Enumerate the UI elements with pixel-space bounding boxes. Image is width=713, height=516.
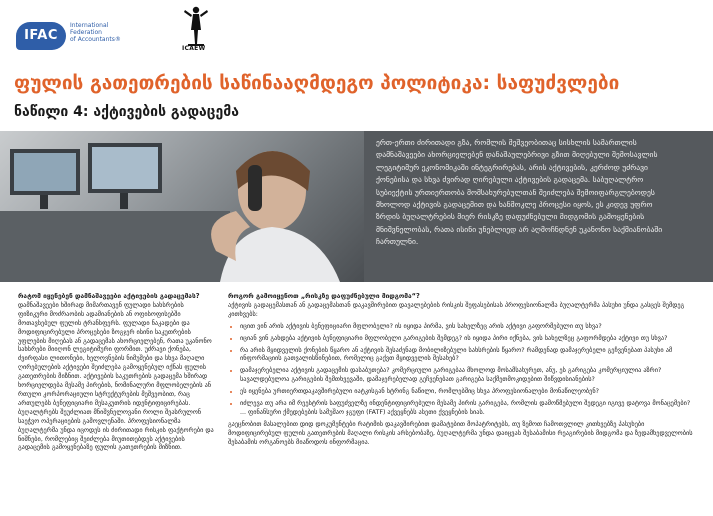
left-heading: რატომ იყენებენ დამნაშავეები აქტივების გადაცემას? xyxy=(18,292,200,300)
left-column xyxy=(18,292,214,455)
hero-intro-text: ერთ-ერთი ძირითადი გზა, რომლის მეშვეობითაც სისხლის სამართლის დამნაშავეები ახორციელებენ დანაშაულებრივი გზით მიღებული შემოსავლის ლეგიტიმურ ეკონომიკაში ინტეგრირებას, არის აქტივების, კერძოდ უძრავი ქონებისა და სხვა ძვირად ღირებული აქტივების გადაცემა. საბუღალტრო სუბიექტის ურთიერთობა მომსახურებულთან შეიძლება შემოიფარგლებოდეს მხოლოდ აქტივის გადაცემით და ხანმოკლე პროცესი იყოს, ეს კიდევ უფრო ზრდის ბუღალტრების მიერ რისკზე დაფუძნებული მიდგომის გამოყენების მნიშვნელობას, რათა ისინი უნებლიედ არ აღმოჩნდნენ უკანონო საქმიანობაში ჩართულნი. xyxy=(364,131,713,282)
ifac-line: International xyxy=(70,22,109,29)
hero-photo xyxy=(0,131,364,282)
ifac-logo: IFAC xyxy=(16,22,66,50)
right-column xyxy=(228,292,698,450)
left-body: დამნაშავეები ხშირად მიმართავენ ფულადი სახსრების ფიზიკური მოძრაობის ადამიანების ან ოფისოფისებში მოთავსებულ ფულის ტრანსფერს. ფულადი ნაკადები და მოდიფიცირებული პროცესები ზოგჯერ ისინი საკუთრების უფლების მიღებას ან გადაცემას ახორციელებენ, რათა უკანონო სახსრები მიიღონ ლეგიტიმური ფორმით. უძრავი ქონება, ძვირფასი ლითონები, ხელოვნების ნიმუშები და სხვა მაღალი ღირებულების აქტივები შეიძლება გამოყენებულ იქნას ფულის გათეთრების მიზნით. აქტივების საკუთრების გადაცემა ხშირად ხორციელდება მესამე პირების, ნომინალური მფლობელების ან რთული კორპორაციული სტრუქტურების მეშვეობით, რაც ართულებს ბენეფიციარი მესაკუთრის იდენტიფიცირებას. ბუღალტრებს შეუძლიათ მნიშვნელოვანი როლი შეასრულონ საეჭვო ოპერაციების გამოვლენაში. პროფესიონალმა ბუღალტერმა უნდა იცოდეს ის ძირითადი რისკის ფაქტორები და ნიშნები, რომლებიც შეიძლება მიუთითებდეს აქტივების გადაცემის გამოყენებაზე ფულის გათეთრების მიზნით. xyxy=(18,301,214,452)
list-item: • იციან ვინ გახდება აქტივის ბენეფიციარი მფლობელი გარიგების შემდეგ? ის იყიდა პირი იქნება, ვის სახელზეც გაფორმდება აქტივი თუ სხვა? xyxy=(240,335,698,344)
right-heading: როგორ გამოიყენოთ „რისკზე დაფუძნებული მიდგომა“? xyxy=(228,292,420,300)
page-subtitle: ნაწილი 4: აქტივების გადაცემა xyxy=(14,104,239,120)
right-closing: გაეცნობით მასალებით დიდ დოკუმენტები რატიმის დაკავშირებით დამატებით მოპატრიტებს, თუ ზემოთ ჩამოთვლილ კითხვებზე პასუხები მოდიფიცირებულ ფულის გათეთრების მაღალი რისკის არსებობაზე, ბუღალტერმა უნდა დაიცვას შესაბამისი რეაგირების მიდგომა და ზედამხედველობის შესაბამის ორგანოებს მიაწოდოს ინფორმაცია. xyxy=(228,420,693,446)
list-item: • იძლევა თუ არა იმ რეესტრის საფუძველზე ინდენტიფიცირებული მესამე პირის გარიგება, რომლის დამოწმებული შედეგი იგივე დატოვა მონაცემები? ... ფინანსური ქმედებების სამუშაო ჯგუფი (FATF) აქვეყნებს ასეთი ქვეყნების სიას. xyxy=(240,400,698,418)
office-worker-illustration xyxy=(0,131,364,282)
icaew-logo-text: ICAEW xyxy=(182,45,206,52)
risk-questions-list xyxy=(228,323,698,418)
list-item: • ეს იყენება ურთიერთდაკავშირებული იატკისგან სტრინგ ნაწილი, რომლებშიც სხვა პროფესიონალები მონაწილეობენ? xyxy=(240,388,698,397)
ifac-line: Federation xyxy=(70,29,102,36)
ifac-wordmark xyxy=(70,22,150,43)
page-title: ფულის გათეთრების საწინააღმდეგო პოლიტიკა: საფუძვლები xyxy=(14,72,620,94)
list-item: • დამაჯერებელია აქტივის გადაცემის დასაბუთება? კომერციული გარიგებაა მხოლოდ მოსამსახურეთ, ანუ, ეს გარიგება კომერციულია აზრი? სავალდებულოა გარიგების შემთხვევაში, დამაჯერებელად გეჩვენებათ გარიგება საქმეთმოკიდებით შიწვდისიანების? xyxy=(240,367,698,385)
list-item: • იცით ვინ არის აქტივის ბენეფიციარი მფლობელი? ის იყიდა პირმა, ვის სახელზეც არის აქტივი გაფორმებული თუ სხვა? xyxy=(240,323,698,332)
list-item: • რა არის მყიდველის ქონების წყარო ან აქტივის შესაძენად მობილიზებული სახსრების წყარო? რამდენად დამაჯერებელი გეჩვენებათ პასუხი ამ ინფორმაციის გათვალისწინებით, რომელიც გაქვთ მყიდველის შესახებ? xyxy=(240,347,698,365)
hero-banner xyxy=(0,131,713,282)
ifac-line: of Accountants® xyxy=(70,36,121,43)
right-intro: აქტივის გადაცემასთან ან გადაცემასთან დაკავშირებით დავალებების რისკის შეფასებისას პროფესიონალმა ბუღალტერმა პასუხი უნდა გასცეს შემდეგ კითხვებს: xyxy=(228,301,685,318)
